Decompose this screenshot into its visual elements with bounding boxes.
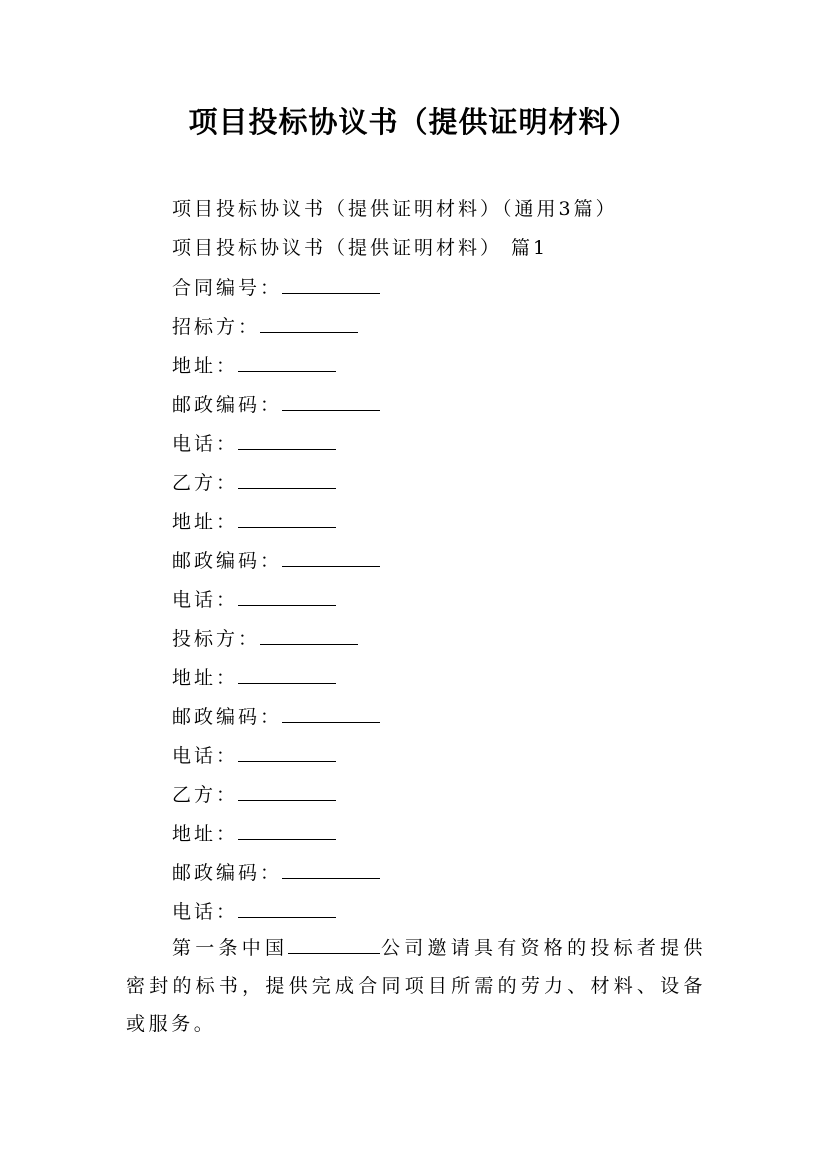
fill-blank [260, 312, 358, 333]
fill-blank [238, 507, 336, 528]
field-party-b [172, 780, 737, 819]
fill-blank [238, 429, 336, 450]
fill-blank [238, 585, 336, 606]
document-body [172, 195, 737, 936]
field-label: 邮政编码： [172, 862, 283, 884]
field-address [172, 663, 737, 702]
field-label: 邮政编码： [172, 394, 283, 416]
field-contract-number [172, 273, 737, 312]
fill-blank [288, 933, 380, 954]
field-label: 邮政编码： [172, 706, 283, 728]
field-label: 合同编号： [172, 277, 283, 299]
fill-blank [238, 780, 336, 801]
fill-blank [238, 663, 336, 684]
field-phone [172, 585, 737, 624]
field-phone [172, 741, 737, 780]
field-address [172, 507, 737, 546]
document-subtitle: 项目投标协议书（提供证明材料）（通用3篇） [172, 198, 618, 220]
fill-blank [282, 702, 380, 723]
field-postcode [172, 858, 737, 897]
document-title: 项目投标协议书（提供证明材料） [188, 105, 639, 139]
fill-blank [260, 624, 358, 645]
fill-blank [238, 468, 336, 489]
field-address [172, 351, 737, 390]
fill-blank [282, 273, 380, 294]
field-bidder [172, 624, 737, 663]
field-label: 邮政编码： [172, 550, 283, 572]
fill-blank [238, 819, 336, 840]
field-label: 地址： [172, 667, 239, 689]
field-label: 电话： [172, 901, 239, 923]
fill-blank [238, 351, 336, 372]
field-label: 乙方： [172, 472, 239, 494]
field-label: 投标方： [172, 628, 261, 650]
field-tenderer [172, 312, 737, 351]
field-label: 电话： [172, 433, 239, 455]
field-label: 地址： [172, 823, 239, 845]
clause-text-end: 公司邀请具有资格的投标者提供密封的标书，提供完成合同项目所需的劳力、材料、设备或服务。 [126, 937, 706, 1035]
fill-blank [238, 897, 336, 918]
section-heading: 项目投标协议书（提供证明材料） 篇1 [172, 237, 549, 259]
field-phone [172, 429, 737, 468]
field-postcode [172, 390, 737, 429]
field-label: 地址： [172, 511, 239, 533]
field-label: 地址： [172, 355, 239, 377]
fill-blank [238, 741, 336, 762]
clause-paragraph [126, 929, 706, 1043]
fill-blank [282, 390, 380, 411]
field-party-b [172, 468, 737, 507]
field-label: 电话： [172, 589, 239, 611]
field-label: 电话： [172, 745, 239, 767]
fill-blank [282, 546, 380, 567]
clause-text-start: 第一条中国 [172, 937, 289, 959]
fill-blank [282, 858, 380, 879]
field-address [172, 819, 737, 858]
field-postcode [172, 702, 737, 741]
field-label: 乙方： [172, 784, 239, 806]
field-label: 招标方： [172, 316, 261, 338]
field-postcode [172, 546, 737, 585]
